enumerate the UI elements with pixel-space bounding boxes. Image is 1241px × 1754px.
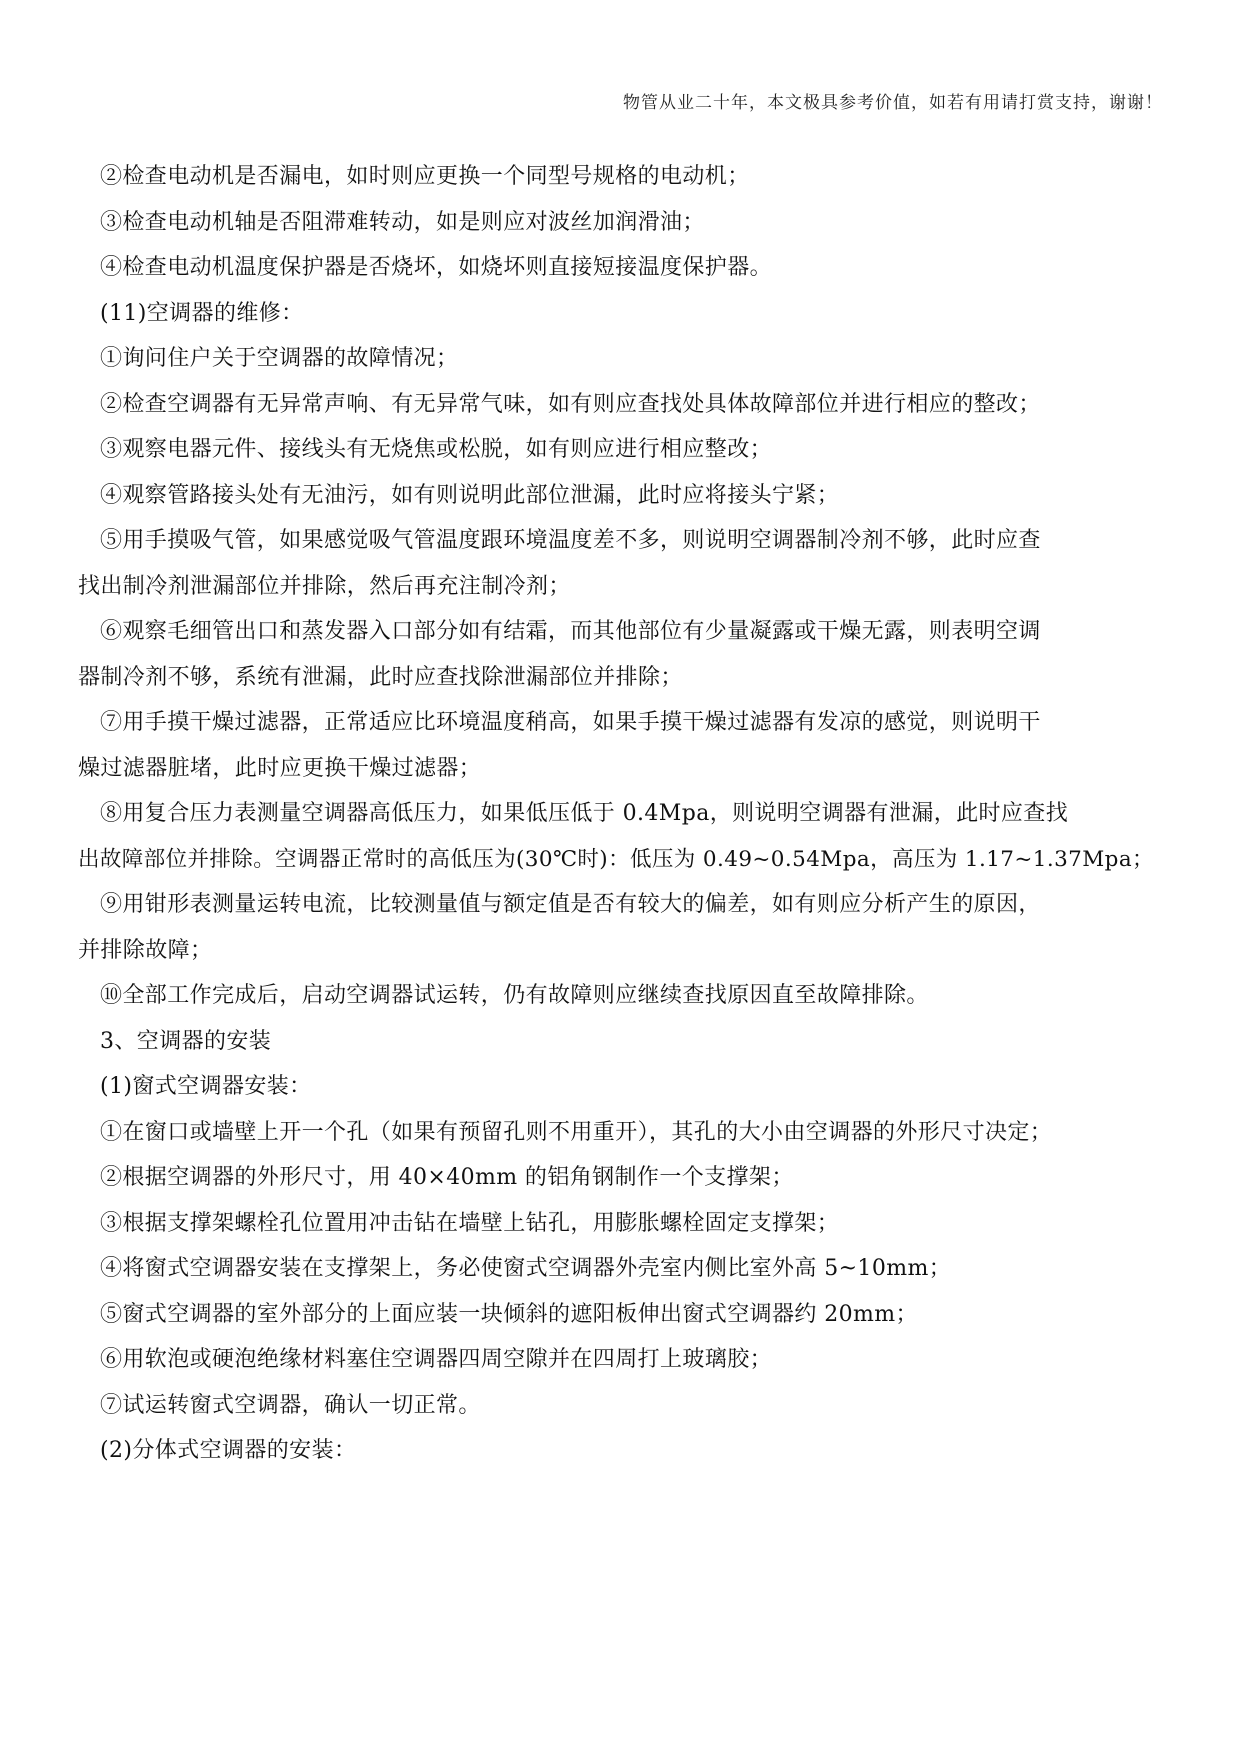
- text-line: ⑩全部工作完成后，启动空调器试运转，仍有故障则应继续查找原因直至故障排除。: [100, 983, 929, 1008]
- text-line: 器制冷剂不够，系统有泄漏，此时应查找除泄漏部位并排除；: [78, 664, 683, 690]
- text-line: ④检查电动机温度保护器是否烧坏，如烧坏则直接短接温度保护器。: [100, 255, 773, 280]
- text-line: 3、空调器的安装: [100, 1028, 272, 1054]
- text-line: ②检查空调器有无异常声响、有无异常气味，如有则应查找处具体故障部位并进行相应的整改；: [100, 391, 1041, 417]
- text-line: ⑦用手摸干燥过滤器，正常适应比环境温度稍高，如果手摸干燥过滤器有发凉的感觉，则说明干: [100, 710, 1041, 735]
- text-line: ①在窗口或墙壁上开一个孔（如果有预留孔则不用重开），其孔的大小由空调器的外形尺寸决定；: [100, 1119, 1053, 1145]
- page-header: 物管从业二十年，本文极具参考价值，如若有用请打赏支持，谢谢！: [623, 93, 1163, 113]
- text-line: ③观察电器元件、接线头有无烧焦或松脱，如有则应进行相应整改；: [100, 437, 773, 462]
- text-line: ⑧用复合压力表测量空调器高低压力，如果低压低于 0.4Mpa，则说明空调器有泄漏，此时应查找: [100, 801, 1069, 826]
- text-line: ⑨用钳形表测量运转电流，比较测量值与额定值是否有较大的偏差，如有则应分析产生的原因，: [100, 892, 1041, 917]
- text-line: ④将窗式空调器安装在支撑架上，务必使窗式空调器外壳室内侧比室外高 5~10mm；: [100, 1256, 952, 1281]
- text-line: (1)窗式空调器安装：: [100, 1074, 312, 1099]
- text-line: ③检查电动机轴是否阻滞难转动，如是则应对波丝加润滑油；: [100, 209, 705, 235]
- text-line: ④观察管路接头处有无油污，如有则说明此部位泄漏，此时应将接头宁紧；: [100, 482, 840, 508]
- text-line: (11)空调器的维修：: [100, 300, 304, 326]
- text-line: 并排除故障；: [78, 937, 213, 963]
- text-line: ②检查电动机是否漏电，如时则应更换一个同型号规格的电动机；: [100, 164, 750, 189]
- text-line: ②根据空调器的外形尺寸，用 40×40mm 的铝角钢制作一个支撑架；: [100, 1165, 794, 1190]
- text-line: ⑥观察毛细管出口和蒸发器入口部分如有结霜，而其他部位有少量凝露或干燥无露，则表明空调: [100, 619, 1041, 644]
- document-body: [78, 154, 1166, 1474]
- text-line: ⑤用手摸吸气管，如果感觉吸气管温度跟环境温度差不多，则说明空调器制冷剂不够，此时应查: [100, 528, 1041, 553]
- paragraph-lines: [78, 154, 1166, 1474]
- text-line: ③根据支撑架螺栓孔位置用冲击钻在墙壁上钻孔，用膨胀螺栓固定支撑架；: [100, 1210, 840, 1236]
- text-line: ①询问住户关于空调器的故障情况；: [100, 346, 459, 371]
- text-line: 找出制冷剂泄漏部位并排除，然后再充注制冷剂；: [78, 573, 571, 599]
- text-line: (2)分体式空调器的安装：: [100, 1438, 357, 1463]
- text-line: ⑤窗式空调器的室外部分的上面应装一块倾斜的遮阳板伸出窗式空调器约 20mm；: [100, 1301, 918, 1327]
- text-line: 出故障部位并排除。空调器正常时的高低压为(30℃时)：低压为 0.49~0.54Mpa，高压为 1.17~1.37Mpa；: [78, 846, 1154, 872]
- text-line: ⑦试运转窗式空调器，确认一切正常。: [100, 1392, 481, 1418]
- text-line: 燥过滤器脏堵，此时应更换干燥过滤器；: [78, 755, 482, 781]
- text-line: ⑥用软泡或硬泡绝缘材料塞住空调器四周空隙并在四周打上玻璃胶；: [100, 1347, 773, 1372]
